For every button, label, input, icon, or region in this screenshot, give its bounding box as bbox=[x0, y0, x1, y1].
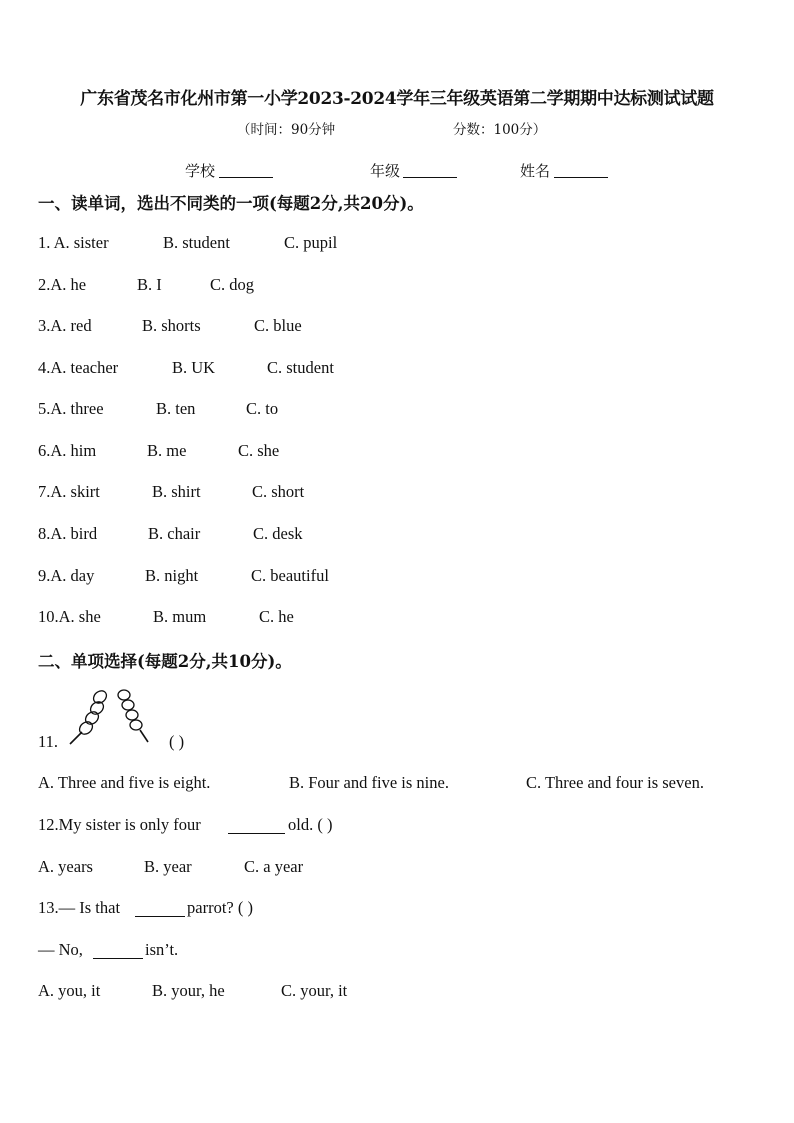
option-b[interactable]: B. UK bbox=[172, 358, 216, 377]
option-b[interactable]: B. shorts bbox=[142, 316, 201, 335]
option-b[interactable]: B. your, he bbox=[152, 981, 225, 1000]
section-1-heading: 一、读单词，选出不同类的一项(每题2分,共20分)。 bbox=[38, 194, 424, 213]
option-b[interactable]: B. chair bbox=[148, 524, 201, 543]
skewers-picture bbox=[68, 686, 154, 748]
option-c[interactable]: C. your, it bbox=[281, 981, 348, 1000]
option-a[interactable]: 4.A. teacher bbox=[38, 358, 119, 377]
option-c[interactable]: C. she bbox=[238, 441, 280, 460]
option-a[interactable]: 3.A. red bbox=[38, 316, 92, 335]
section-2-heading: 二、单项选择(每题2分,共10分)。 bbox=[38, 652, 292, 671]
name-field[interactable] bbox=[554, 177, 608, 178]
option-c[interactable]: C. pupil bbox=[284, 233, 338, 252]
option-a[interactable]: A. Three and five is eight. bbox=[38, 773, 211, 792]
option-a[interactable]: 10.A. she bbox=[38, 607, 101, 626]
option-c[interactable]: C. desk bbox=[253, 524, 303, 543]
question-11-number: 11. bbox=[38, 732, 59, 751]
option-b[interactable]: B. year bbox=[144, 857, 192, 876]
option-b[interactable]: B. student bbox=[163, 233, 230, 252]
option-b[interactable]: B. me bbox=[147, 441, 187, 460]
option-c[interactable]: C. beautiful bbox=[251, 566, 329, 585]
question-13-stem-start: 13.— Is that bbox=[38, 898, 121, 917]
option-c[interactable]: C. a year bbox=[244, 857, 304, 876]
option-b[interactable]: B. shirt bbox=[152, 482, 201, 501]
option-c[interactable]: C. to bbox=[246, 399, 279, 418]
option-a[interactable]: 1. A. sister bbox=[38, 233, 109, 252]
school-field[interactable] bbox=[219, 177, 273, 178]
option-a[interactable]: 9.A. day bbox=[38, 566, 95, 585]
school-label: 学校 bbox=[185, 162, 216, 180]
option-a[interactable]: A. years bbox=[38, 857, 93, 876]
option-a[interactable]: 6.A. him bbox=[38, 441, 97, 460]
answer-paren-11[interactable]: ( ) bbox=[169, 732, 185, 751]
option-c[interactable]: C. blue bbox=[254, 316, 302, 335]
grade-field[interactable] bbox=[403, 177, 457, 178]
option-a[interactable]: 2.A. he bbox=[38, 275, 87, 294]
option-a[interactable]: A. you, it bbox=[38, 981, 101, 1000]
question-13-blank-2[interactable] bbox=[93, 958, 143, 959]
option-c[interactable]: C. he bbox=[259, 607, 294, 626]
question-13-stem-end: parrot? ( ) bbox=[187, 898, 253, 917]
option-b[interactable]: B. ten bbox=[156, 399, 196, 418]
option-b[interactable]: B. night bbox=[145, 566, 199, 585]
question-13-blank-1[interactable] bbox=[135, 916, 185, 917]
time-label: （时间：90分钟 bbox=[237, 122, 336, 138]
option-b[interactable]: B. Four and five is nine. bbox=[289, 773, 449, 792]
option-c[interactable]: C. Three and four is seven. bbox=[526, 773, 704, 792]
question-12-stem-start: 12.My sister is only four bbox=[38, 815, 201, 834]
question-12-stem-end: old. ( ) bbox=[288, 815, 333, 834]
option-c[interactable]: C. short bbox=[252, 482, 305, 501]
score-label: 分数：100分） bbox=[453, 122, 547, 138]
option-b[interactable]: B. I bbox=[137, 275, 162, 294]
question-12-blank[interactable] bbox=[228, 833, 285, 834]
grade-label: 年级 bbox=[370, 162, 401, 180]
exam-title: 广东省茂名市化州市第一小学2023-2024学年三年级英语第二学期期中达标测试试题 bbox=[80, 89, 714, 109]
option-c[interactable]: C. dog bbox=[210, 275, 255, 294]
name-label: 姓名 bbox=[520, 162, 551, 180]
option-a[interactable]: 7.A. skirt bbox=[38, 482, 100, 501]
option-c[interactable]: C. student bbox=[267, 358, 334, 377]
option-a[interactable]: 8.A. bird bbox=[38, 524, 98, 543]
option-b[interactable]: B. mum bbox=[153, 607, 207, 626]
question-13-reply-end: isn’t. bbox=[145, 940, 179, 959]
question-13-reply-start: — No, bbox=[38, 940, 83, 959]
option-a[interactable]: 5.A. three bbox=[38, 399, 104, 418]
